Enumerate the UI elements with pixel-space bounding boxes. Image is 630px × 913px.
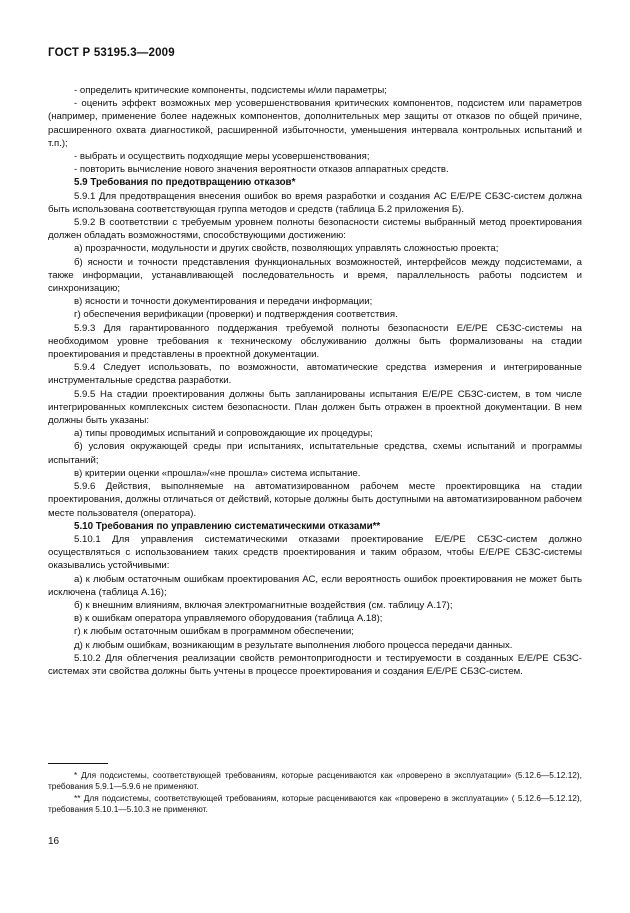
list-item: б) условия окружающей среды при испытаниях, испытательные средства, схемы испытаний и программы испытаний; xyxy=(48,441,582,466)
list-item: а) типы проводимых испытаний и сопровождающие их процедуры; xyxy=(74,428,373,440)
footnote-divider xyxy=(48,763,108,764)
footnote: ** Для подсистемы, соответствующей требованиям, которые расцениваются как «проверено в эксплуатации» ( 5.12.6—5.12.12), требования 5.10.1—5.10.3 не применяют. xyxy=(48,792,582,814)
paragraph: 5.9.1 Для предотвращения внесения ошибок во время разработки и создания АС Е/Е/РЕ СБЗС-систем должна быть использована соответствующая группа методов и средств (таблица Б.2 приложения Б). xyxy=(48,190,582,215)
list-item: в) ясности и точности документирования и передачи информации; xyxy=(74,296,373,308)
list-item: г) к любым остаточным ошибкам в программном обеспечении; xyxy=(74,626,354,638)
list-item: а) прозрачности, модульности и других свойств, позволяющих управлять сложностью проекта; xyxy=(74,243,499,255)
paragraph: 5.9.2 В соответствии с требуемым уровнем полноты безопасности системы выбранный метод проектирования должен обладать возможностями, способствующими достижению: xyxy=(48,217,582,242)
section-heading-5-9: 5.9 Требования по предотвращению отказов* xyxy=(74,177,296,189)
list-item: в) к ошибкам оператора управляемого оборудования (таблица А.18); xyxy=(74,613,383,625)
paragraph: 5.9.4 Следует использовать, по возможности, автоматические средства измерения и интегрированные инструментальные средства разработки. xyxy=(48,362,582,387)
footnotes xyxy=(48,770,582,815)
paragraph: 5.9.3 Для гарантированного поддержания требуемой полноты безопасности Е/Е/РЕ СБЗС-системы на необходимом уровне требования к техническому обслуживанию должны быть формализованы на стадии проектирования и представлены в проектной документации. xyxy=(48,322,582,361)
paragraph: 5.10.2 Для облегчения реализации свойств ремонтопригодности и тестируемости в созданных Е/Е/РЕ СБЗС-системах эти свойства должны быть учтены в процессе проектирования и создания Е/Е/РЕ СБЗС-систем. xyxy=(48,652,582,677)
paragraph: - повторить вычисление нового значения вероятности отказов аппаратных средств. xyxy=(74,164,449,176)
paragraph: - выбрать и осуществить подходящие меры усовершенствования; xyxy=(74,151,370,163)
paragraph: 5.9.5 На стадии проектирования должны быть запланированы испытания Е/Е/РЕ СБЗС-систем, в том числе интегрированных комплексных систем безопасности. План должен быть отражен в проектной документации. В нем должны быть указаны: xyxy=(48,388,582,427)
paragraph: - оценить эффект возможных мер усовершенствования критических компонентов, подсистем или параметров (например, применение более надежных компонентов, дополнительных мер защиты от отказов по общей причине, расширенного охвата диагностикой, расширенной избыточности, уменьшения интервала контрольных испытаний и т.п.); xyxy=(48,98,582,149)
paragraph: 5.9.6 Действия, выполняемые на автоматизированном рабочем месте проектировщика на стадии проектирования, должны отличаться от действий, которые должны быть доступными на автоматизированном рабочем месте пользователя (оператора). xyxy=(48,481,582,519)
footnote: * Для подсистемы, соответствующей требованиям, которые расцениваются как «проверено в эксплуатации» (5.12.6—5.12.12), требования 5.9.1—5.9.6 не применяют. xyxy=(48,770,582,792)
list-item: б) ясности и точности представления функциональных возможностей, интерфейсов между подсистемами, а также информации, устанавливающей последовательность и время, параллельность работы подсистем и синхронизацию; xyxy=(48,256,582,295)
page-number: 16 xyxy=(48,836,60,847)
list-item: г) обеспечения верификации (проверки) и подтверждения соответствия. xyxy=(74,309,398,321)
document-header: ГОСТ Р 53195.3—2009 xyxy=(48,47,175,59)
main-text xyxy=(48,84,582,678)
list-item: б) к внешним влияниям, включая электромагнитные воздействия (см. таблицу А.17); xyxy=(74,599,453,611)
section-heading-5-10: 5.10 Требования по управлению систематическими отказами** xyxy=(74,520,381,532)
list-item: д) к любым ошибкам, возникающим в результате выполнения любого процесса передачи данных. xyxy=(74,639,513,651)
paragraph: 5.10.1 Для управления систематическими отказами проектирование Е/Е/РЕ СБЗС-систем должно осуществляться с использованием таких средств проектирования и таким образом, чтобы Е/Е/РЕ СБЗС-системы оказывались устойчивыми: xyxy=(48,533,582,572)
list-item: в) критерии оценки «прошла»/«не прошла» система испытание. xyxy=(74,467,361,479)
list-item: а) к любым остаточным ошибкам проектирования АС, если вероятность ошибок проектирования не может быть исключена (таблица А.16); xyxy=(48,573,582,598)
paragraph: - определить критические компоненты, подсистемы и/или параметры; xyxy=(74,85,387,96)
